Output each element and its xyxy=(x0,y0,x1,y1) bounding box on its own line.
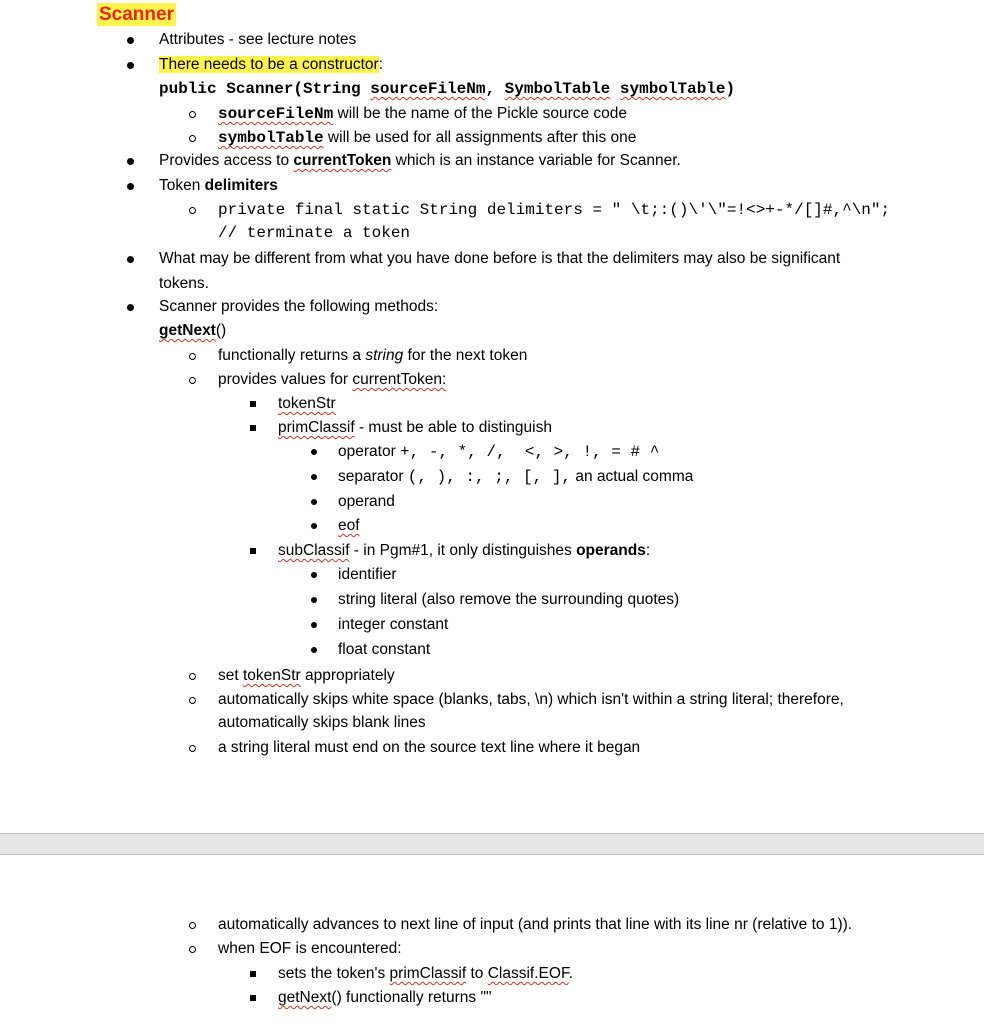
operand-item: operand xyxy=(338,493,395,510)
skips-text-2: automatically skips blank lines xyxy=(218,714,426,731)
desc-text: will be used for all assignments after this one xyxy=(323,129,637,146)
sig-part: public Scanner(String xyxy=(159,80,371,98)
primclassif-item xyxy=(278,418,552,438)
text-part: functionally returns a xyxy=(218,347,366,364)
text-part: primClassif xyxy=(389,965,467,982)
sig-part xyxy=(610,80,620,98)
section-title: Scanner xyxy=(99,4,174,25)
bullet xyxy=(127,158,134,165)
dot-bullet xyxy=(311,647,317,653)
access-line xyxy=(159,151,681,171)
dot-bullet xyxy=(311,597,317,603)
colon: : xyxy=(378,56,384,73)
text-part: to xyxy=(466,965,488,982)
text-part: getNext xyxy=(278,989,332,1006)
dot-bullet xyxy=(311,449,317,455)
text-part: operator xyxy=(338,443,401,460)
text-part: currentToken xyxy=(293,152,392,169)
eof-item xyxy=(338,516,360,536)
square-bullet xyxy=(250,548,256,554)
provides-values-line xyxy=(218,370,446,390)
identifier-item: identifier xyxy=(338,566,397,583)
text-part: eof xyxy=(338,517,360,534)
different-text-1: What may be different from what you have done before is that the delimiters may also be significant xyxy=(159,250,841,267)
skips-text-1: automatically skips white space (blanks, tabs, \n) which isn't within a string literal; therefore, xyxy=(218,691,844,708)
string-literal-item: string literal (also remove the surrounding quotes) xyxy=(338,591,680,608)
bullet xyxy=(127,37,134,44)
provides-text: Scanner provides the following methods: xyxy=(159,298,439,315)
text-part: () xyxy=(215,322,227,339)
square-bullet xyxy=(250,401,256,407)
separator-item xyxy=(338,467,693,487)
text-part: delimiters xyxy=(204,177,278,194)
text-part: provides values for xyxy=(218,371,353,388)
symboltable-line xyxy=(218,128,636,148)
desc-text: will be the name of the Pickle source code xyxy=(333,105,628,122)
bullet xyxy=(127,304,134,311)
constructor-line xyxy=(159,55,383,75)
tokenstr-item xyxy=(278,394,336,414)
sig-part: , xyxy=(485,80,505,98)
sub-bullet xyxy=(189,673,196,680)
attributes-text: Attributes - see lecture notes xyxy=(159,31,357,48)
dot-bullet xyxy=(311,499,317,505)
square-bullet xyxy=(250,425,256,431)
square-bullet xyxy=(250,995,256,1001)
text-part: - in Pgm#1, it only distinguishes xyxy=(349,542,577,559)
bullet xyxy=(127,183,134,190)
sig-part: SymbolTable xyxy=(504,80,611,98)
text-part: subClassif xyxy=(278,542,350,559)
text-part: - must be able to distinguish xyxy=(354,419,552,436)
sub-bullet xyxy=(189,111,196,118)
code-term: symbolTable xyxy=(218,129,324,147)
sig-part: sourceFileNm xyxy=(370,80,486,98)
eof-encountered-line: when EOF is encountered: xyxy=(218,940,402,957)
text-part: Provides access to xyxy=(159,152,294,169)
text-part: primClassif xyxy=(278,419,355,436)
string-end-line: a string literal must end on the source text line where it began xyxy=(218,739,641,756)
token-delimiters-line xyxy=(159,176,278,196)
text-part: operands xyxy=(576,542,646,559)
code-term: sourceFileNm xyxy=(218,105,334,123)
dot-bullet xyxy=(311,622,317,628)
delimiters-comment: // terminate a token xyxy=(218,224,411,242)
sig-part: symbolTable xyxy=(619,80,726,98)
text-part: (, ), :, ;, [, ], xyxy=(407,468,572,486)
integer-constant-item: integer constant xyxy=(338,616,449,633)
text-part: an actual comma xyxy=(571,468,694,485)
text-part: sets the token's xyxy=(278,965,390,982)
bullet xyxy=(127,62,134,69)
text-part: Classif.EOF xyxy=(487,965,569,982)
constructor-highlight: There needs to be a constructor xyxy=(159,56,379,73)
text-part: : xyxy=(645,542,651,559)
float-constant-item: float constant xyxy=(338,641,431,658)
sub-bullet xyxy=(189,697,196,704)
functional-return-line xyxy=(218,346,527,366)
text-part: +, -, *, /, <, >, !, = # ^ xyxy=(400,443,660,461)
text-part: set xyxy=(218,667,243,684)
page-break xyxy=(0,833,984,855)
text-part: tokenStr xyxy=(242,667,301,684)
square-bullet xyxy=(250,971,256,977)
text-part: . xyxy=(568,965,574,982)
sub-bullet xyxy=(189,946,196,953)
sub-bullet xyxy=(189,922,196,929)
text-part: Token xyxy=(159,177,205,194)
operator-item xyxy=(338,442,659,462)
text-part: for the next token xyxy=(403,347,528,364)
text-part: appropriately xyxy=(300,667,395,684)
sub-bullet xyxy=(189,353,196,360)
text-part: which is an instance variable for Scanner. xyxy=(391,152,681,169)
dot-bullet xyxy=(311,572,317,578)
text-part: currentToken: xyxy=(352,371,447,388)
getnext-heading xyxy=(159,321,226,341)
bullet xyxy=(127,256,134,263)
sub-bullet xyxy=(189,207,196,214)
getnext-returns-line xyxy=(278,988,491,1008)
text-part: tokenStr xyxy=(278,395,336,412)
text-part: string xyxy=(365,347,404,364)
dot-bullet xyxy=(311,474,317,480)
sub-bullet xyxy=(189,377,196,384)
advances-line: automatically advances to next line of input (and prints that line with its line nr (relative to 1)). xyxy=(218,916,853,933)
text-part: () functionally returns "" xyxy=(331,989,492,1006)
sub-bullet xyxy=(189,745,196,752)
different-text-2: tokens. xyxy=(159,275,209,292)
sig-part: ) xyxy=(725,80,736,98)
constructor-signature xyxy=(159,79,735,99)
text-part: getNext xyxy=(159,322,216,339)
dot-bullet xyxy=(311,523,317,529)
sourcefilenm-line xyxy=(218,104,627,124)
set-tokenstr-line xyxy=(218,666,395,686)
text-part: separator xyxy=(338,468,408,485)
delimiters-declaration: private final static String delimiters = " \t;:()\'\"=!<>+-*/[]#,^\n"; xyxy=(218,201,891,219)
subclassif-item xyxy=(278,541,650,561)
sub-bullet xyxy=(189,135,196,142)
sets-token-line xyxy=(278,964,573,984)
